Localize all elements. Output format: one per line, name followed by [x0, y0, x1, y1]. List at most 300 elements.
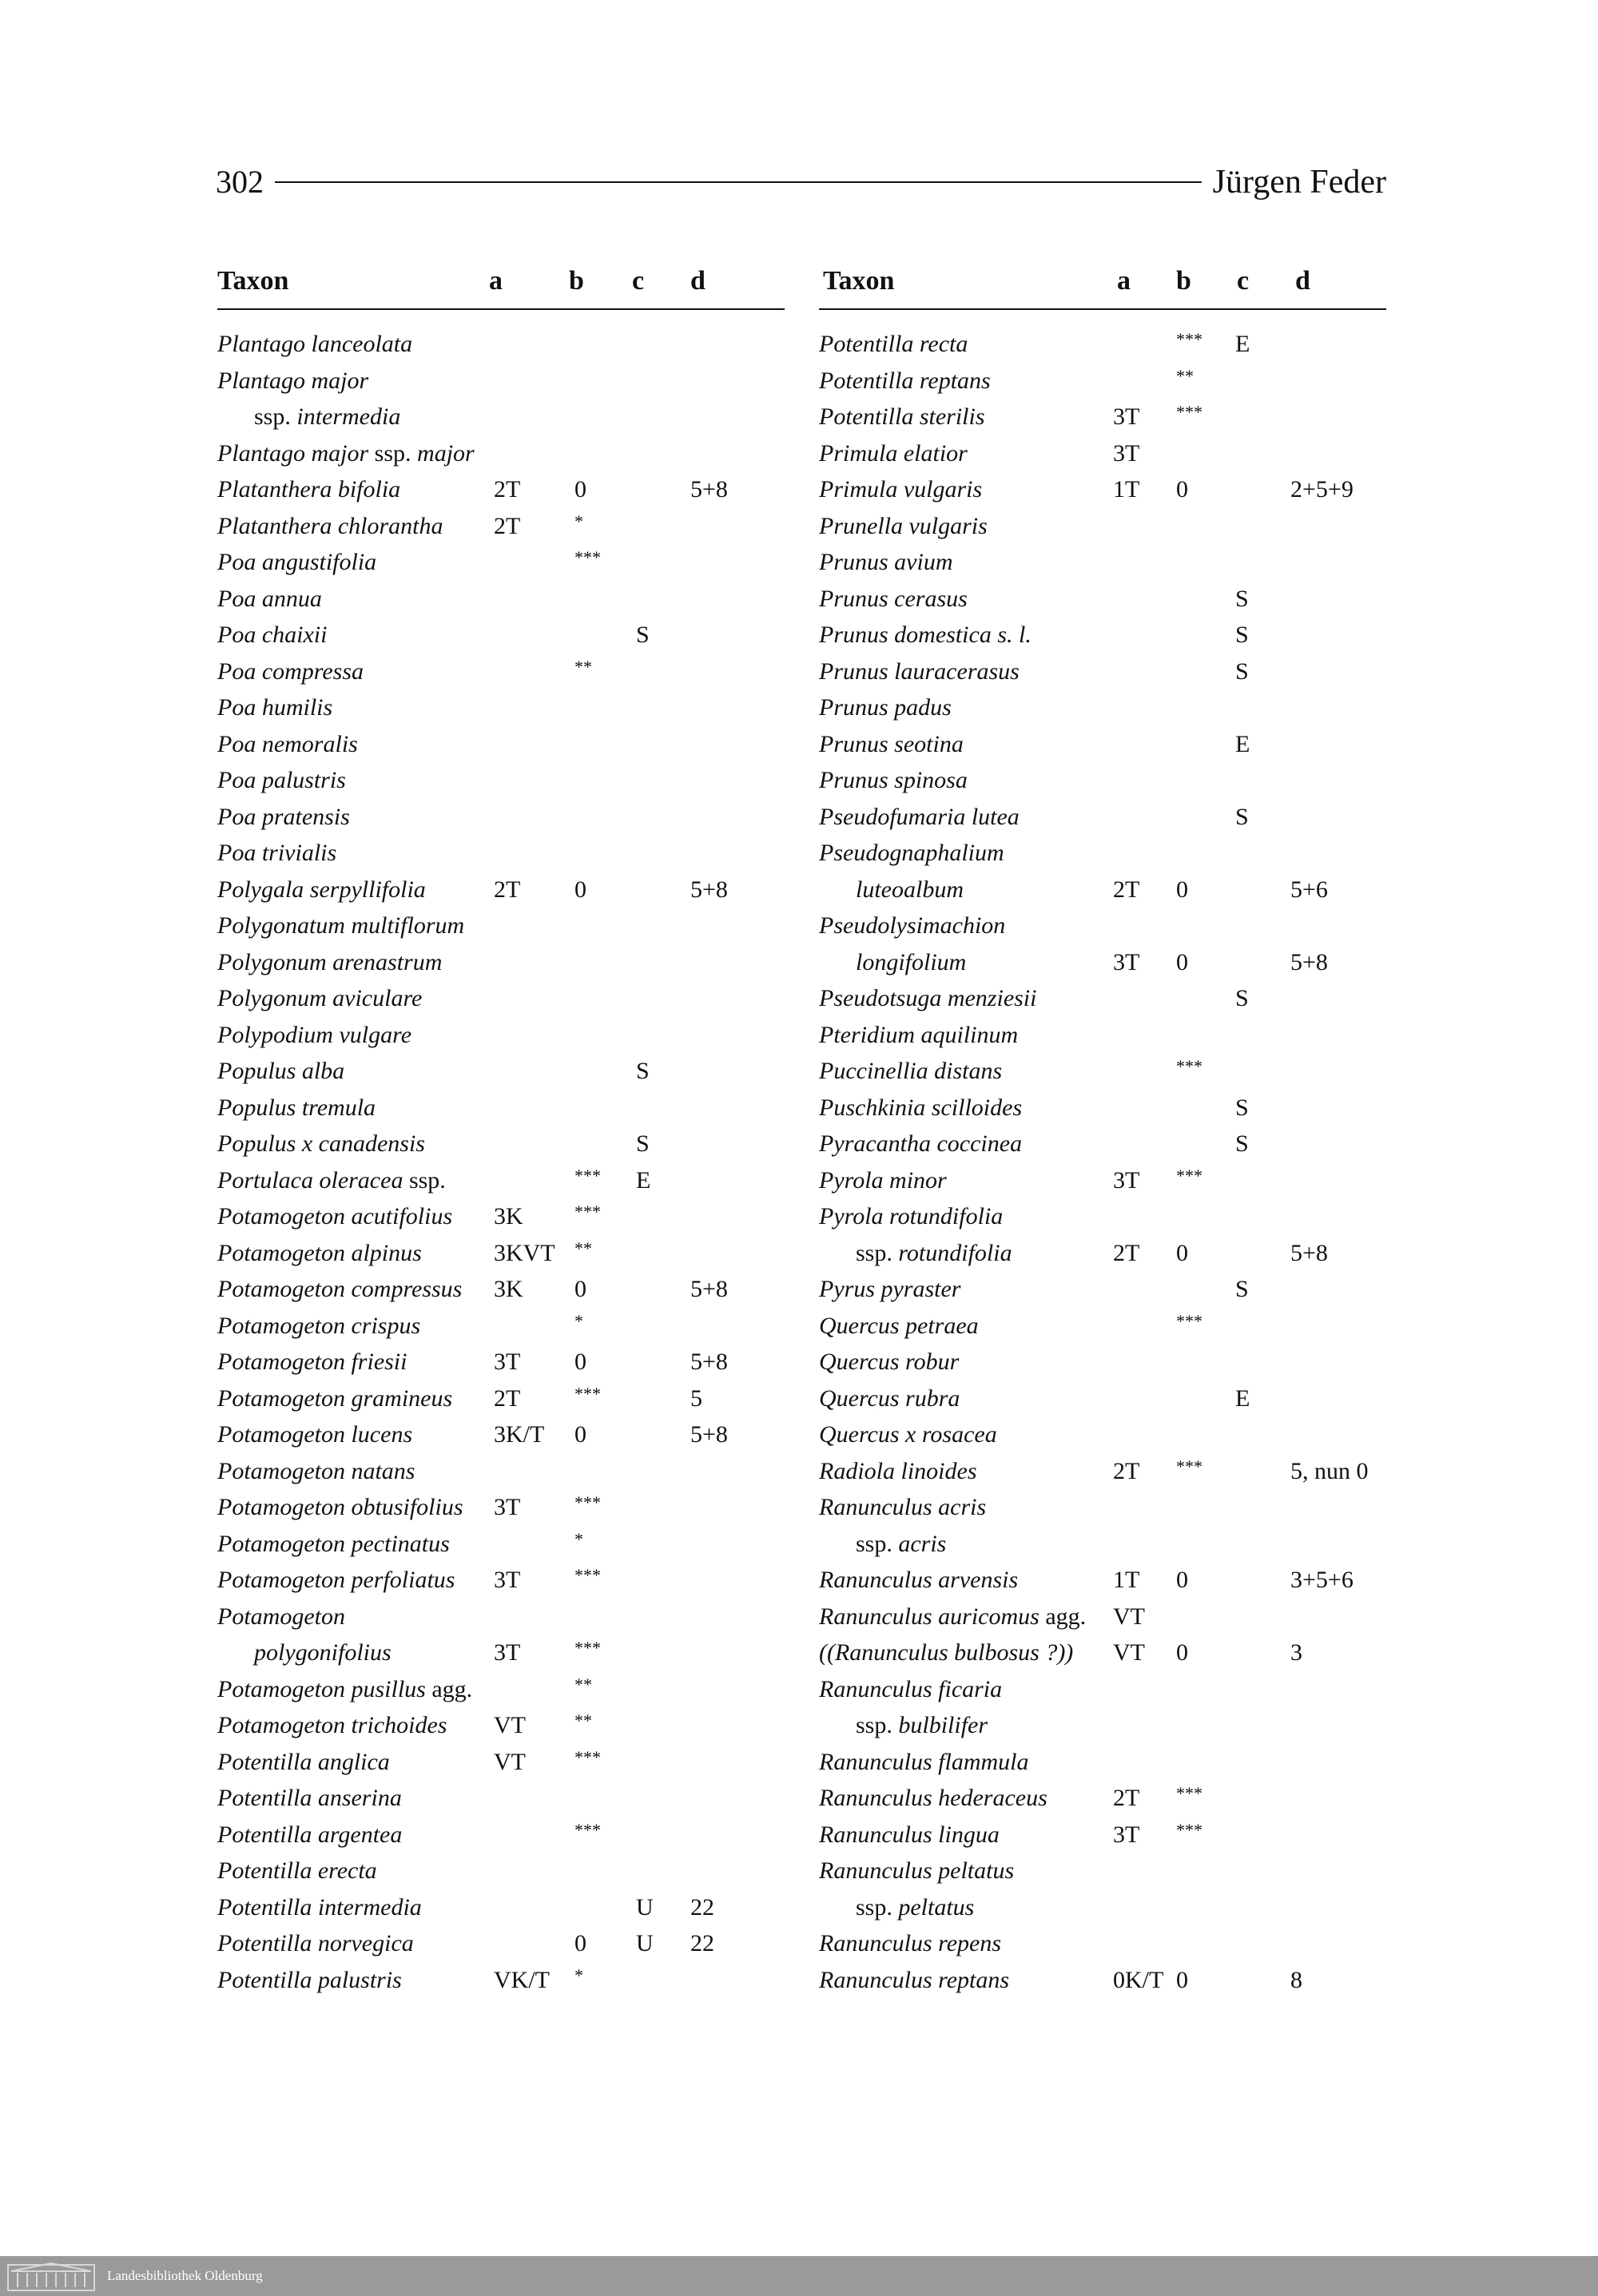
cell-d: 5+8 — [690, 1421, 728, 1448]
taxon-table-left — [217, 264, 785, 1998]
table-row — [819, 435, 1386, 472]
header-c: c — [1237, 266, 1250, 296]
table-row — [819, 1235, 1386, 1272]
cell-b: 0 — [1176, 876, 1188, 903]
cell-b: *** — [574, 1165, 601, 1186]
taxon-name: Poa palustris — [217, 767, 346, 793]
table-row — [819, 1707, 1386, 1744]
table-row — [217, 762, 785, 799]
footer-bar — [0, 2256, 1598, 2296]
table-row — [819, 872, 1386, 908]
taxon-name: Poa chaixii — [217, 622, 328, 648]
taxon-name: Potamogeton acutifolius — [217, 1203, 453, 1229]
taxon-name: ssp. rotundifolia — [856, 1239, 1012, 1266]
taxon-name: Polypodium vulgare — [217, 1021, 412, 1048]
taxon-name: Poa compressa — [217, 657, 364, 685]
table-row — [217, 1198, 785, 1235]
taxon-name: Polygonum aviculare — [217, 985, 423, 1011]
table-row — [217, 944, 785, 981]
taxon-name: Poa annua — [217, 585, 322, 612]
table-row — [819, 326, 1386, 363]
table-row — [819, 617, 1386, 653]
cell-b: 0 — [574, 1349, 586, 1375]
cell-c: E — [1235, 1384, 1250, 1412]
taxon-name: Prunella vulgaris — [819, 512, 988, 539]
table-row — [819, 581, 1386, 618]
header-c: c — [632, 266, 645, 296]
cell-d: 3+5+6 — [1290, 1567, 1354, 1593]
cell-b: *** — [574, 1638, 601, 1658]
table-row — [217, 1126, 785, 1162]
cell-b: 0 — [1176, 476, 1188, 502]
cell-c: S — [1235, 657, 1249, 685]
cell-c: S — [636, 622, 650, 648]
taxon-table-right — [819, 264, 1386, 1998]
cell-a: 2T — [494, 1384, 521, 1412]
cell-b: * — [574, 1528, 583, 1549]
taxon-name: Quercus petraea — [819, 1312, 979, 1339]
cell-d: 5, nun 0 — [1290, 1457, 1369, 1484]
cell-d: 5+8 — [690, 476, 728, 502]
taxon-name: ssp. acris — [856, 1530, 947, 1557]
cell-a: 2T — [1113, 1785, 1140, 1811]
table-row — [819, 1817, 1386, 1853]
cell-b: 0 — [574, 1930, 586, 1956]
table-row — [217, 1453, 785, 1490]
cell-b: ** — [574, 656, 592, 677]
table-row — [819, 835, 1386, 872]
header-b: b — [1176, 266, 1191, 296]
table-row — [217, 1780, 785, 1817]
cell-c: S — [1235, 585, 1249, 612]
taxon-name: Ranunculus auricomus agg. — [819, 1603, 1087, 1630]
cell-a: VT — [1113, 1603, 1145, 1630]
cell-d: 5+6 — [1290, 876, 1328, 903]
table-row — [217, 508, 785, 545]
cell-a: 1T — [1113, 476, 1140, 502]
table-row — [217, 1599, 785, 1635]
cell-c: U — [636, 1930, 654, 1956]
cell-a: 2T — [1113, 1239, 1140, 1266]
table-body-left — [217, 326, 785, 1998]
cell-b: * — [574, 510, 583, 531]
cell-b: *** — [1176, 1165, 1202, 1186]
taxon-name: Poa angustifolia — [217, 549, 377, 575]
running-header — [216, 160, 1386, 205]
taxon-name: Poa trivialis — [217, 840, 337, 866]
cell-d: 5+8 — [690, 1276, 728, 1302]
cell-c: S — [1235, 622, 1249, 648]
table-row — [819, 1344, 1386, 1380]
cell-a: VT — [494, 1712, 526, 1738]
cell-c: S — [1235, 985, 1249, 1011]
table-row — [819, 1308, 1386, 1345]
taxon-name: Potamogeton pusillus agg. — [217, 1675, 473, 1702]
taxon-name: Ranunculus acris — [819, 1494, 987, 1520]
table-row — [217, 1235, 785, 1272]
cell-c: S — [1235, 1130, 1249, 1157]
cell-c: S — [1235, 1094, 1249, 1121]
taxon-name: Potentilla palustris — [217, 1966, 402, 1993]
taxon-name: Potentilla recta — [819, 331, 968, 357]
taxon-name: Puccinellia distans — [819, 1058, 1003, 1084]
table-row — [819, 1744, 1386, 1781]
cell-a: 3T — [1113, 439, 1140, 467]
header-taxon: Taxon — [823, 266, 895, 296]
cell-a: 2T — [494, 476, 521, 502]
table-row — [819, 1380, 1386, 1417]
taxon-name: Pyrus pyraster — [819, 1276, 961, 1302]
page-number: 302 — [216, 164, 264, 200]
cell-b: * — [574, 1964, 583, 1985]
taxon-name: Potamogeton perfoliatus — [217, 1567, 455, 1593]
cell-b: ** — [574, 1237, 592, 1258]
cell-d: 5+8 — [1290, 948, 1328, 975]
table-row — [217, 617, 785, 653]
cell-c: S — [636, 1130, 650, 1157]
table-row — [217, 835, 785, 872]
cell-b: 0 — [1176, 1239, 1188, 1266]
table-row — [217, 1271, 785, 1308]
table-row — [217, 908, 785, 944]
table-row — [217, 653, 785, 690]
table-row — [819, 1889, 1386, 1926]
table-row — [819, 399, 1386, 435]
taxon-name: Poa humilis — [217, 694, 333, 721]
cell-b: *** — [1176, 1819, 1202, 1840]
cell-b: ** — [574, 1710, 592, 1730]
cell-b: 0 — [574, 476, 586, 502]
taxon-name: Polygonatum multiflorum — [217, 912, 465, 939]
table-row — [217, 872, 785, 908]
table-row — [217, 435, 785, 472]
table-row — [217, 1925, 785, 1962]
cell-a: 1T — [1113, 1567, 1140, 1593]
cell-a: 3K — [494, 1203, 523, 1229]
table-row — [819, 799, 1386, 836]
cell-d: 5+8 — [690, 1349, 728, 1375]
taxon-name: ssp. peltatus — [856, 1893, 975, 1921]
taxon-name: Pyrola rotundifolia — [819, 1203, 1004, 1229]
header-d: d — [1295, 266, 1310, 296]
cell-a: 3T — [494, 1639, 521, 1666]
table-row — [819, 1126, 1386, 1162]
table-row — [819, 508, 1386, 545]
taxon-name: Pseudofumaria lutea — [819, 803, 1020, 830]
cell-a: 3T — [494, 1349, 521, 1375]
table-row — [217, 363, 785, 399]
table-row — [819, 1671, 1386, 1708]
taxon-name: Polygonum arenastrum — [217, 948, 443, 975]
library-building-icon — [6, 2260, 96, 2292]
cell-d: 5 — [690, 1384, 702, 1412]
table-row — [217, 1090, 785, 1126]
cell-c: E — [1235, 331, 1250, 357]
taxon-name: Potentilla anserina — [217, 1785, 402, 1811]
cell-a: 3K — [494, 1276, 523, 1302]
table-row — [819, 1599, 1386, 1635]
cell-a: VT — [494, 1748, 526, 1775]
taxon-name: Pseudognaphalium — [819, 840, 1004, 866]
taxon-name: Platanthera bifolia — [217, 476, 401, 502]
cell-c: S — [636, 1058, 650, 1084]
header-taxon: Taxon — [217, 266, 289, 296]
taxon-name: Potentilla argentea — [217, 1821, 403, 1848]
table-row — [217, 1380, 785, 1417]
table-row — [217, 1853, 785, 1889]
table-row — [217, 1489, 785, 1526]
taxon-name: Ranunculus reptans — [819, 1966, 1010, 1993]
cell-a: 2T — [1113, 876, 1140, 903]
table-row — [819, 1416, 1386, 1453]
table-row — [819, 762, 1386, 799]
taxon-name: Potamogeton gramineus — [217, 1384, 453, 1412]
taxon-name: polygonifolius — [254, 1639, 392, 1666]
table-row — [217, 1962, 785, 1999]
cell-d: 2+5+9 — [1290, 476, 1354, 502]
table-row — [217, 581, 785, 618]
taxon-name: Ranunculus arvensis — [819, 1567, 1019, 1593]
taxon-name: Potentilla reptans — [819, 367, 991, 394]
taxon-name: Puschkinia scilloides — [819, 1094, 1023, 1121]
table-row — [217, 1817, 785, 1853]
taxon-name: Prunus padus — [819, 694, 952, 721]
taxon-name: Pyracantha coccinea — [819, 1130, 1023, 1157]
taxon-name: Ranunculus hederaceus — [819, 1785, 1047, 1811]
table-row — [819, 1562, 1386, 1599]
library-name: Landesbibliothek Oldenburg — [107, 2268, 263, 2283]
table-row — [217, 1308, 785, 1345]
taxon-name: Potamogeton pectinatus — [217, 1530, 450, 1557]
cell-a: 2T — [1113, 1457, 1140, 1484]
taxon-name: ssp. bulbilifer — [856, 1712, 988, 1738]
taxon-name: Pteridium aquilinum — [819, 1021, 1019, 1048]
cell-b: 0 — [574, 1421, 586, 1448]
table-row — [819, 726, 1386, 763]
cell-b: *** — [1176, 1456, 1202, 1476]
table-row — [217, 471, 785, 508]
header-rule — [275, 181, 1202, 183]
cell-a: 3T — [1113, 1166, 1140, 1194]
cell-b: *** — [574, 547, 601, 567]
header-b: b — [569, 266, 584, 296]
taxon-name: Ranunculus repens — [819, 1930, 1002, 1956]
taxon-name: Potamogeton crispus — [217, 1312, 421, 1339]
cell-b: *** — [1176, 329, 1202, 349]
taxon-name: Potamogeton alpinus — [217, 1239, 422, 1266]
cell-b: *** — [574, 1565, 601, 1585]
taxon-name: Potentilla sterilis — [819, 403, 985, 430]
author-name: Jürgen Feder — [1212, 164, 1386, 201]
taxon-name: Primula elatior — [819, 439, 968, 467]
table-row — [819, 363, 1386, 399]
taxon-name: Primula vulgaris — [819, 476, 983, 502]
header-d: d — [690, 266, 706, 296]
table-row — [819, 1017, 1386, 1054]
header-a: a — [489, 266, 503, 296]
taxon-name: Pseudolysimachion — [819, 912, 1006, 939]
taxon-name: longifolium — [856, 948, 967, 975]
taxon-name: Potentilla anglica — [217, 1748, 390, 1775]
taxon-name: Potentilla erecta — [217, 1857, 377, 1884]
cell-b: 0 — [1176, 1639, 1188, 1666]
cell-a: 3T — [1113, 948, 1140, 975]
table-row — [217, 799, 785, 836]
cell-c: S — [1235, 803, 1249, 830]
taxon-name: Ranunculus lingua — [819, 1821, 1000, 1848]
table-row — [819, 1526, 1386, 1563]
taxon-name: Potamogeton friesii — [217, 1349, 407, 1375]
taxon-name: Potamogeton obtusifolius — [217, 1494, 463, 1520]
table-row — [819, 544, 1386, 581]
cell-a: 3T — [494, 1494, 521, 1520]
taxon-name: Potentilla intermedia — [217, 1893, 422, 1921]
table-row — [217, 399, 785, 435]
table-row — [217, 980, 785, 1017]
table-row — [819, 1271, 1386, 1308]
cell-b: *** — [1176, 1056, 1202, 1076]
taxon-name: Ranunculus ficaria — [819, 1675, 1003, 1702]
cell-b: 0 — [1176, 1567, 1188, 1593]
table-row — [819, 980, 1386, 1017]
table-row — [217, 1635, 785, 1671]
cell-c: E — [1235, 730, 1250, 757]
table-row — [819, 689, 1386, 726]
table-row — [819, 1198, 1386, 1235]
cell-b: *** — [574, 1819, 601, 1840]
taxon-name: Quercus rubra — [819, 1384, 960, 1412]
cell-d: 8 — [1290, 1966, 1302, 1993]
taxon-name: ((Ranunculus bulbosus ?)) — [819, 1639, 1074, 1666]
table-row — [819, 1962, 1386, 1999]
cell-a: 3T — [1113, 403, 1140, 430]
cell-c: U — [636, 1893, 654, 1921]
table-row — [217, 1562, 785, 1599]
cell-b: *** — [1176, 1310, 1202, 1331]
taxon-name: Quercus robur — [819, 1349, 960, 1375]
taxon-name: Prunus avium — [819, 549, 953, 575]
taxon-name: Populus tremula — [217, 1094, 376, 1121]
cell-a: 3T — [1113, 1821, 1140, 1848]
cell-a: VK/T — [494, 1966, 550, 1993]
cell-b: *** — [1176, 1783, 1202, 1803]
cell-b: *** — [574, 1746, 601, 1767]
cell-b: *** — [574, 1202, 601, 1221]
table-row — [217, 1416, 785, 1453]
cell-b: 0 — [574, 1276, 586, 1302]
cell-d: 22 — [690, 1893, 714, 1921]
taxon-name: Potentilla norvegica — [217, 1930, 414, 1956]
cell-a: 3K/T — [494, 1421, 545, 1448]
taxon-name: Potamogeton — [217, 1603, 345, 1630]
table-row — [819, 1780, 1386, 1817]
table-row — [217, 326, 785, 363]
table-row — [819, 908, 1386, 944]
cell-d: 22 — [690, 1930, 714, 1956]
taxon-name: Radiola linoides — [819, 1457, 977, 1484]
taxon-name: Potamogeton trichoides — [217, 1712, 447, 1738]
taxon-name: Potamogeton compressus — [217, 1276, 463, 1302]
table-row — [217, 1671, 785, 1708]
cell-b: * — [574, 1310, 583, 1331]
taxon-name: Populus x canadensis — [217, 1130, 425, 1157]
table-row — [819, 653, 1386, 690]
table-row — [217, 1162, 785, 1199]
cell-b: ** — [574, 1674, 592, 1694]
cell-d: 5+8 — [1290, 1239, 1328, 1266]
taxon-name: Portulaca oleracea ssp. — [217, 1166, 446, 1194]
cell-a: 0K/T — [1113, 1966, 1164, 1993]
taxon-name: Platanthera chlorantha — [217, 512, 443, 539]
table-row — [819, 1162, 1386, 1199]
table-row — [217, 1526, 785, 1563]
table-row — [819, 1635, 1386, 1671]
cell-a: 2T — [494, 512, 521, 539]
taxon-name: Prunus lauracerasus — [819, 657, 1020, 685]
taxon-name: Potamogeton lucens — [217, 1421, 413, 1448]
table-row — [217, 1053, 785, 1090]
table-header-right — [819, 264, 1386, 310]
taxon-name: luteoalbum — [856, 876, 964, 903]
taxon-name: Quercus x rosacea — [819, 1421, 997, 1448]
taxon-name: Prunus domestica s. l. — [819, 622, 1032, 648]
table-row — [217, 544, 785, 581]
table-row — [819, 944, 1386, 981]
cell-b: *** — [1176, 402, 1202, 422]
cell-a: 3T — [494, 1567, 521, 1593]
table-row — [819, 1090, 1386, 1126]
table-row — [819, 1053, 1386, 1090]
cell-b: *** — [574, 1383, 601, 1404]
cell-b: *** — [574, 1492, 601, 1512]
table-row — [217, 1744, 785, 1781]
taxon-name: Prunus spinosa — [819, 767, 968, 793]
table-header-left — [217, 264, 785, 310]
taxon-name: Prunus cerasus — [819, 585, 968, 612]
table-row — [819, 471, 1386, 508]
cell-b: 0 — [574, 876, 586, 903]
cell-d: 5+8 — [690, 876, 728, 903]
taxon-name: Plantago major ssp. major — [217, 439, 475, 467]
table-row — [217, 726, 785, 763]
table-body-right — [819, 326, 1386, 1998]
table-row — [819, 1925, 1386, 1962]
taxon-name: Prunus seotina — [819, 730, 964, 757]
cell-b: ** — [1176, 365, 1194, 386]
table-row — [819, 1489, 1386, 1526]
cell-b: 0 — [1176, 948, 1188, 975]
cell-a: 2T — [494, 876, 521, 903]
table-row — [217, 1344, 785, 1380]
taxon-name: Pseudotsuga menziesii — [819, 985, 1037, 1011]
cell-c: S — [1235, 1276, 1249, 1302]
table-row — [217, 689, 785, 726]
taxon-name: Pyrola minor — [819, 1166, 947, 1194]
taxon-name: Potamogeton natans — [217, 1457, 415, 1484]
table-row — [217, 1017, 785, 1054]
taxon-name: Poa nemoralis — [217, 730, 358, 757]
cell-c: E — [636, 1166, 651, 1194]
cell-d: 3 — [1290, 1639, 1302, 1666]
taxon-name: Poa pratensis — [217, 803, 350, 830]
taxon-name: Ranunculus peltatus — [819, 1857, 1015, 1884]
taxon-name: Plantago lanceolata — [217, 331, 413, 357]
taxon-name: Ranunculus flammula — [819, 1748, 1029, 1775]
table-row — [217, 1889, 785, 1926]
taxon-name: Populus alba — [217, 1058, 345, 1084]
taxon-name: Polygala serpyllifolia — [217, 876, 426, 903]
taxon-name: Plantago major — [217, 367, 369, 394]
